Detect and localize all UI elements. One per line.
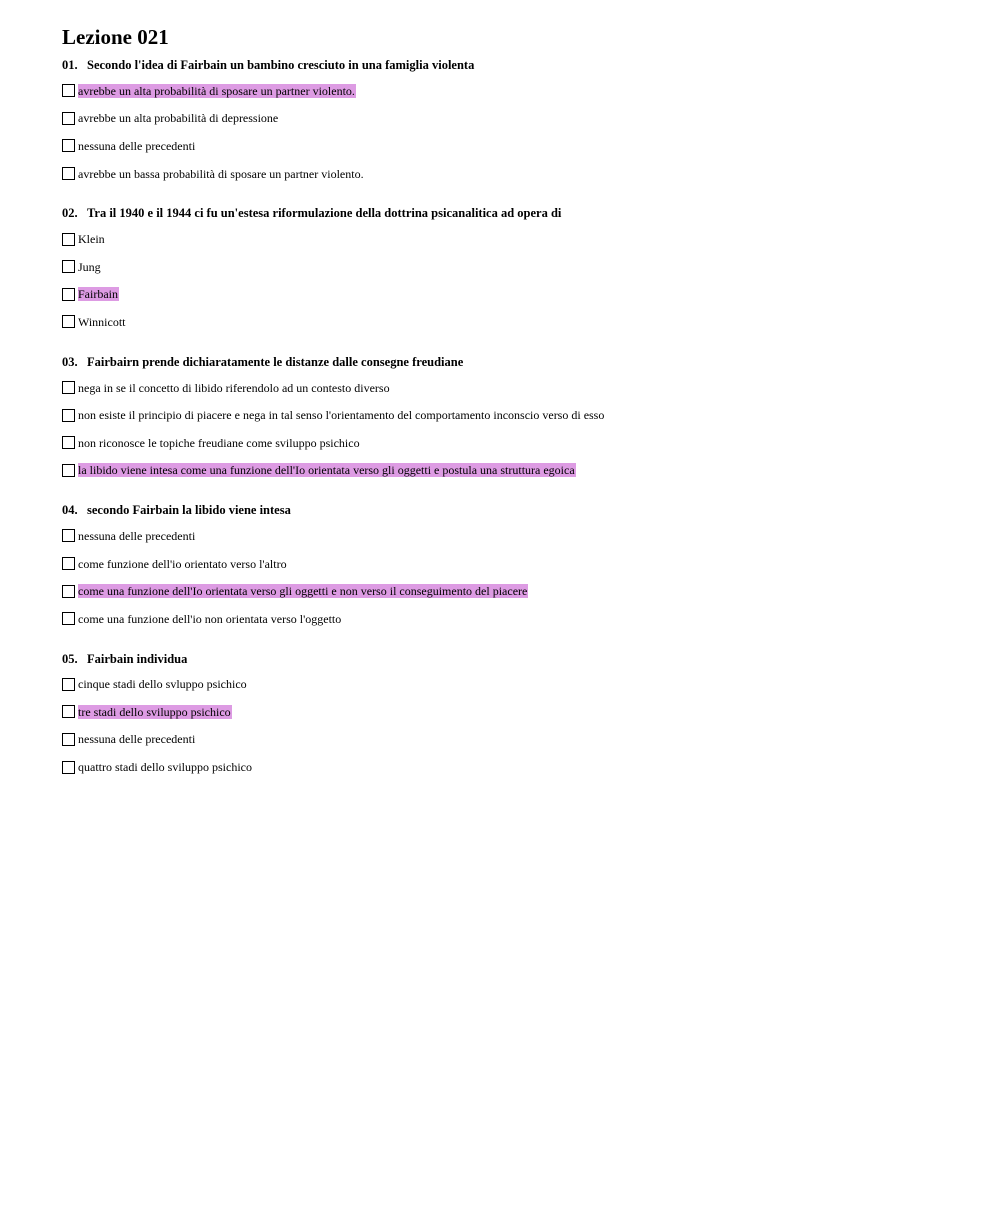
answer-checkbox[interactable]	[62, 529, 75, 542]
answer-checkbox[interactable]	[62, 733, 75, 746]
question-heading	[62, 502, 962, 518]
answer-text: non esiste il principio di piacere e nega in tal senso l'orientamento del comportamento inconscio verso di esso	[78, 408, 605, 423]
answer-text: nessuna delle precedenti	[78, 732, 196, 747]
answer-option[interactable]	[62, 225, 962, 253]
answer-option[interactable]	[62, 132, 962, 160]
question-number: 02.	[62, 206, 78, 221]
answer-option[interactable]	[62, 401, 962, 429]
answer-checkbox[interactable]	[62, 139, 75, 152]
answer-checkbox[interactable]	[62, 557, 75, 570]
answer-option[interactable]	[62, 374, 962, 402]
answer-option[interactable]	[62, 105, 962, 133]
question-block	[62, 57, 962, 187]
question-text: Fairbairn prende dichiaratamente le distanze dalle consegne freudiane	[87, 354, 464, 369]
answer-option[interactable]	[62, 577, 962, 605]
answer-option[interactable]	[62, 253, 962, 281]
answer-text: non riconosce le topiche freudiane come sviluppo psichico	[78, 435, 360, 450]
answer-option[interactable]	[62, 698, 962, 726]
answer-text: nessuna delle precedenti	[78, 528, 196, 543]
answer-text-highlighted: Fairbain	[78, 287, 118, 302]
question-text: secondo Fairbain la libido viene intesa	[87, 503, 291, 518]
answer-option[interactable]	[62, 726, 962, 754]
question-number: 04.	[62, 503, 78, 518]
answer-checkbox[interactable]	[62, 409, 75, 422]
question-block	[62, 354, 962, 484]
answer-option[interactable]	[62, 457, 962, 485]
answer-text: nega in se il concetto di libido riferendolo ad un contesto diverso	[78, 380, 390, 395]
answer-checkbox[interactable]	[62, 381, 75, 394]
question-number: 01.	[62, 58, 78, 72]
question-heading	[62, 354, 962, 370]
answer-text: come funzione dell'io orientato verso l'altro	[78, 556, 287, 571]
answer-checkbox[interactable]	[62, 761, 75, 774]
answer-text-highlighted: come una funzione dell'Io orientata verso gli oggetti e non verso il conseguimento del piacere	[78, 584, 528, 599]
answer-text-highlighted: la libido viene intesa come una funzione dell'Io orientata verso gli oggetti e postula una struttura egoica	[78, 463, 575, 478]
answer-option[interactable]	[62, 550, 962, 578]
question-text: Tra il 1940 e il 1944 ci fu un'estesa riformulazione della dottrina psicanalitica ad opera di	[87, 206, 562, 221]
question-list	[62, 57, 962, 781]
answer-text: Jung	[78, 259, 101, 274]
answer-checkbox[interactable]	[62, 167, 75, 180]
answer-option[interactable]	[62, 671, 962, 699]
answer-option[interactable]	[62, 605, 962, 633]
answer-checkbox[interactable]	[62, 84, 75, 97]
answer-option[interactable]	[62, 753, 962, 781]
question-number: 05.	[62, 651, 78, 666]
page-title: Lezione 021	[62, 25, 169, 49]
question-heading	[62, 205, 962, 221]
answer-checkbox[interactable]	[62, 315, 75, 328]
answer-checkbox[interactable]	[62, 705, 75, 718]
question-text: Fairbain individua	[87, 651, 188, 666]
answer-text-highlighted: tre stadi dello sviluppo psichico	[78, 704, 231, 719]
answer-option[interactable]	[62, 522, 962, 550]
answer-checkbox[interactable]	[62, 112, 75, 125]
answer-checkbox[interactable]	[62, 464, 75, 477]
answer-checkbox[interactable]	[62, 612, 75, 625]
question-block	[62, 205, 962, 335]
answer-text: quattro stadi dello sviluppo psichico	[78, 760, 252, 775]
answer-checkbox[interactable]	[62, 288, 75, 301]
question-number: 03.	[62, 354, 78, 369]
answer-text: cinque stadi dello svluppo psichico	[78, 677, 247, 692]
answer-text: avrebbe un alta probabilità di depressione	[78, 111, 279, 126]
answer-option[interactable]	[62, 429, 962, 457]
answer-option[interactable]	[62, 160, 962, 188]
answer-text: avrebbe un bassa probabilità di sposare un partner violento.	[78, 166, 364, 181]
answer-checkbox[interactable]	[62, 585, 75, 598]
answer-option[interactable]	[62, 77, 962, 105]
question-heading	[62, 57, 962, 73]
question-block	[62, 651, 962, 781]
question-block	[62, 502, 962, 632]
answer-option[interactable]	[62, 308, 962, 336]
answer-text: Winnicott	[78, 314, 126, 329]
quiz-page	[62, 24, 962, 799]
question-text: Secondo l'idea di Fairbain un bambino cresciuto in una famiglia violenta	[87, 58, 475, 72]
answer-checkbox[interactable]	[62, 260, 75, 273]
answer-checkbox[interactable]	[62, 436, 75, 449]
answer-text: nessuna delle precedenti	[78, 138, 196, 153]
answer-text: come una funzione dell'io non orientata verso l'oggetto	[78, 611, 342, 626]
answer-option[interactable]	[62, 281, 962, 309]
answer-checkbox[interactable]	[62, 233, 75, 246]
answer-checkbox[interactable]	[62, 678, 75, 691]
answer-text-highlighted: avrebbe un alta probabilità di sposare un partner violento.	[78, 83, 355, 98]
answer-text: Klein	[78, 232, 105, 247]
question-heading	[62, 651, 962, 667]
